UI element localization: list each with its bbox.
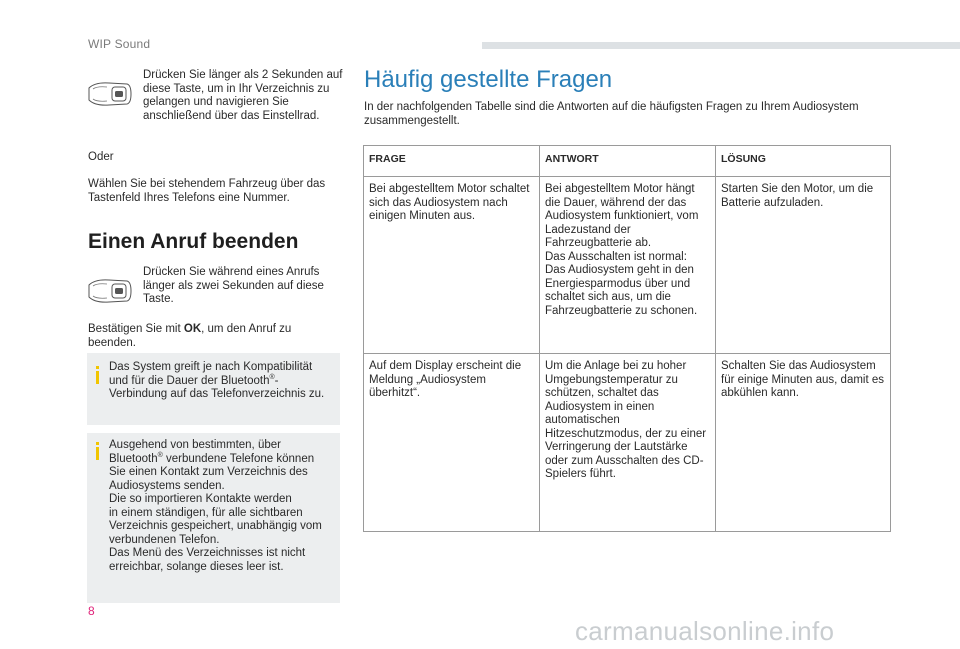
column-header-frage: FRAGE bbox=[364, 146, 540, 177]
header-bar bbox=[482, 42, 960, 49]
end-call-instruction: Drücken Sie während eines Anrufs länger als zwei Sekunden auf diese Taste. bbox=[143, 266, 324, 305]
info-box-contacts bbox=[87, 433, 340, 603]
info-text: Das System greift je nach Kompatibilität und für die Dauer der Bluetooth®- Verbindung auf das Telefonverzeichnis zu. bbox=[109, 361, 325, 400]
faq-title: Häufig gestellte Fragen bbox=[364, 66, 613, 93]
faq-table bbox=[363, 145, 891, 532]
steering-wheel-button-icon bbox=[87, 80, 133, 108]
page-number: 8 bbox=[88, 604, 95, 618]
info-box-compatibility bbox=[87, 353, 340, 425]
table-cell: Um die Anlage bei zu hoher Umgebungstemperatur zu schützen, schaltet das Audiosystem in einen automatischen Hitzeschutzmodus, der zu einer Verringerung der Lautstärke oder zum Ausschalten des CD-Spielers führt. bbox=[540, 354, 716, 532]
header-label: WIP Sound bbox=[88, 37, 151, 51]
info-icon bbox=[96, 366, 99, 369]
table-cell: Bei abgestelltem Motor hängt die Dauer, während der das Audiosystem funktioniert, vom Ladezustand der Fahrzeugbatterie ab. Das Ausschalten ist normal: Das Audiosystem geht in den Energiesparmodus über und schaltet sich aus, um die Fahrzeugbatterie zu schonen. bbox=[540, 177, 716, 354]
oder-text: Oder bbox=[88, 151, 114, 163]
table-header-row bbox=[364, 146, 891, 177]
confirm-ok-text: Bestätigen Sie mit OK, um den Anruf zu beenden. bbox=[88, 323, 292, 349]
select-number-text: Wählen Sie bei stehendem Fahrzeug über das Tastenfeld Ihres Telefons eine Nummer. bbox=[88, 178, 326, 204]
info-icon bbox=[96, 442, 99, 445]
table-cell: Schalten Sie das Audiosystem für einige Minuten aus, damit es abkühlen kann. bbox=[716, 354, 891, 532]
table-row bbox=[364, 177, 891, 354]
steering-wheel-button-icon bbox=[87, 277, 133, 305]
column-header-loesung: LÖSUNG bbox=[716, 146, 891, 177]
table-cell: Bei abgestelltem Motor schaltet sich das Audiosystem nach einigen Minuten aus. bbox=[364, 177, 540, 354]
faq-intro: In der nachfolgenden Tabelle sind die Antworten auf die häufigsten Fragen zu Ihrem Audiosystem zusammengestellt. bbox=[364, 101, 859, 127]
table-cell: Starten Sie den Motor, um die Batterie aufzuladen. bbox=[716, 177, 891, 354]
watermark: carmanualsonline.info bbox=[575, 616, 835, 646]
table-cell: Auf dem Display erscheint die Meldung „Audiosystem überhitzt“. bbox=[364, 354, 540, 532]
press-long-instruction: Drücken Sie länger als 2 Sekunden auf diese Taste, um in Ihr Verzeichnis zu gelangen und navigieren Sie anschließend über das Einstellrad. bbox=[143, 69, 343, 122]
info-text: Ausgehend von bestimmten, über Bluetooth® verbundene Telefone können Sie einen Kontakt zum Verzeichnis des Audiosystems senden. Die so importieren Kontakte werden in einem ständigen, für alle sichtbaren Verzeichnis gespeichert, unabhängig vom verbundenen Telefon. Das Menü des Verzeichnisses ist nicht erreichbar, solange dieses leer ist. bbox=[109, 439, 322, 573]
table-row bbox=[364, 354, 891, 532]
section-title-end-call: Einen Anruf beenden bbox=[88, 230, 299, 253]
column-header-antwort: ANTWORT bbox=[540, 146, 716, 177]
